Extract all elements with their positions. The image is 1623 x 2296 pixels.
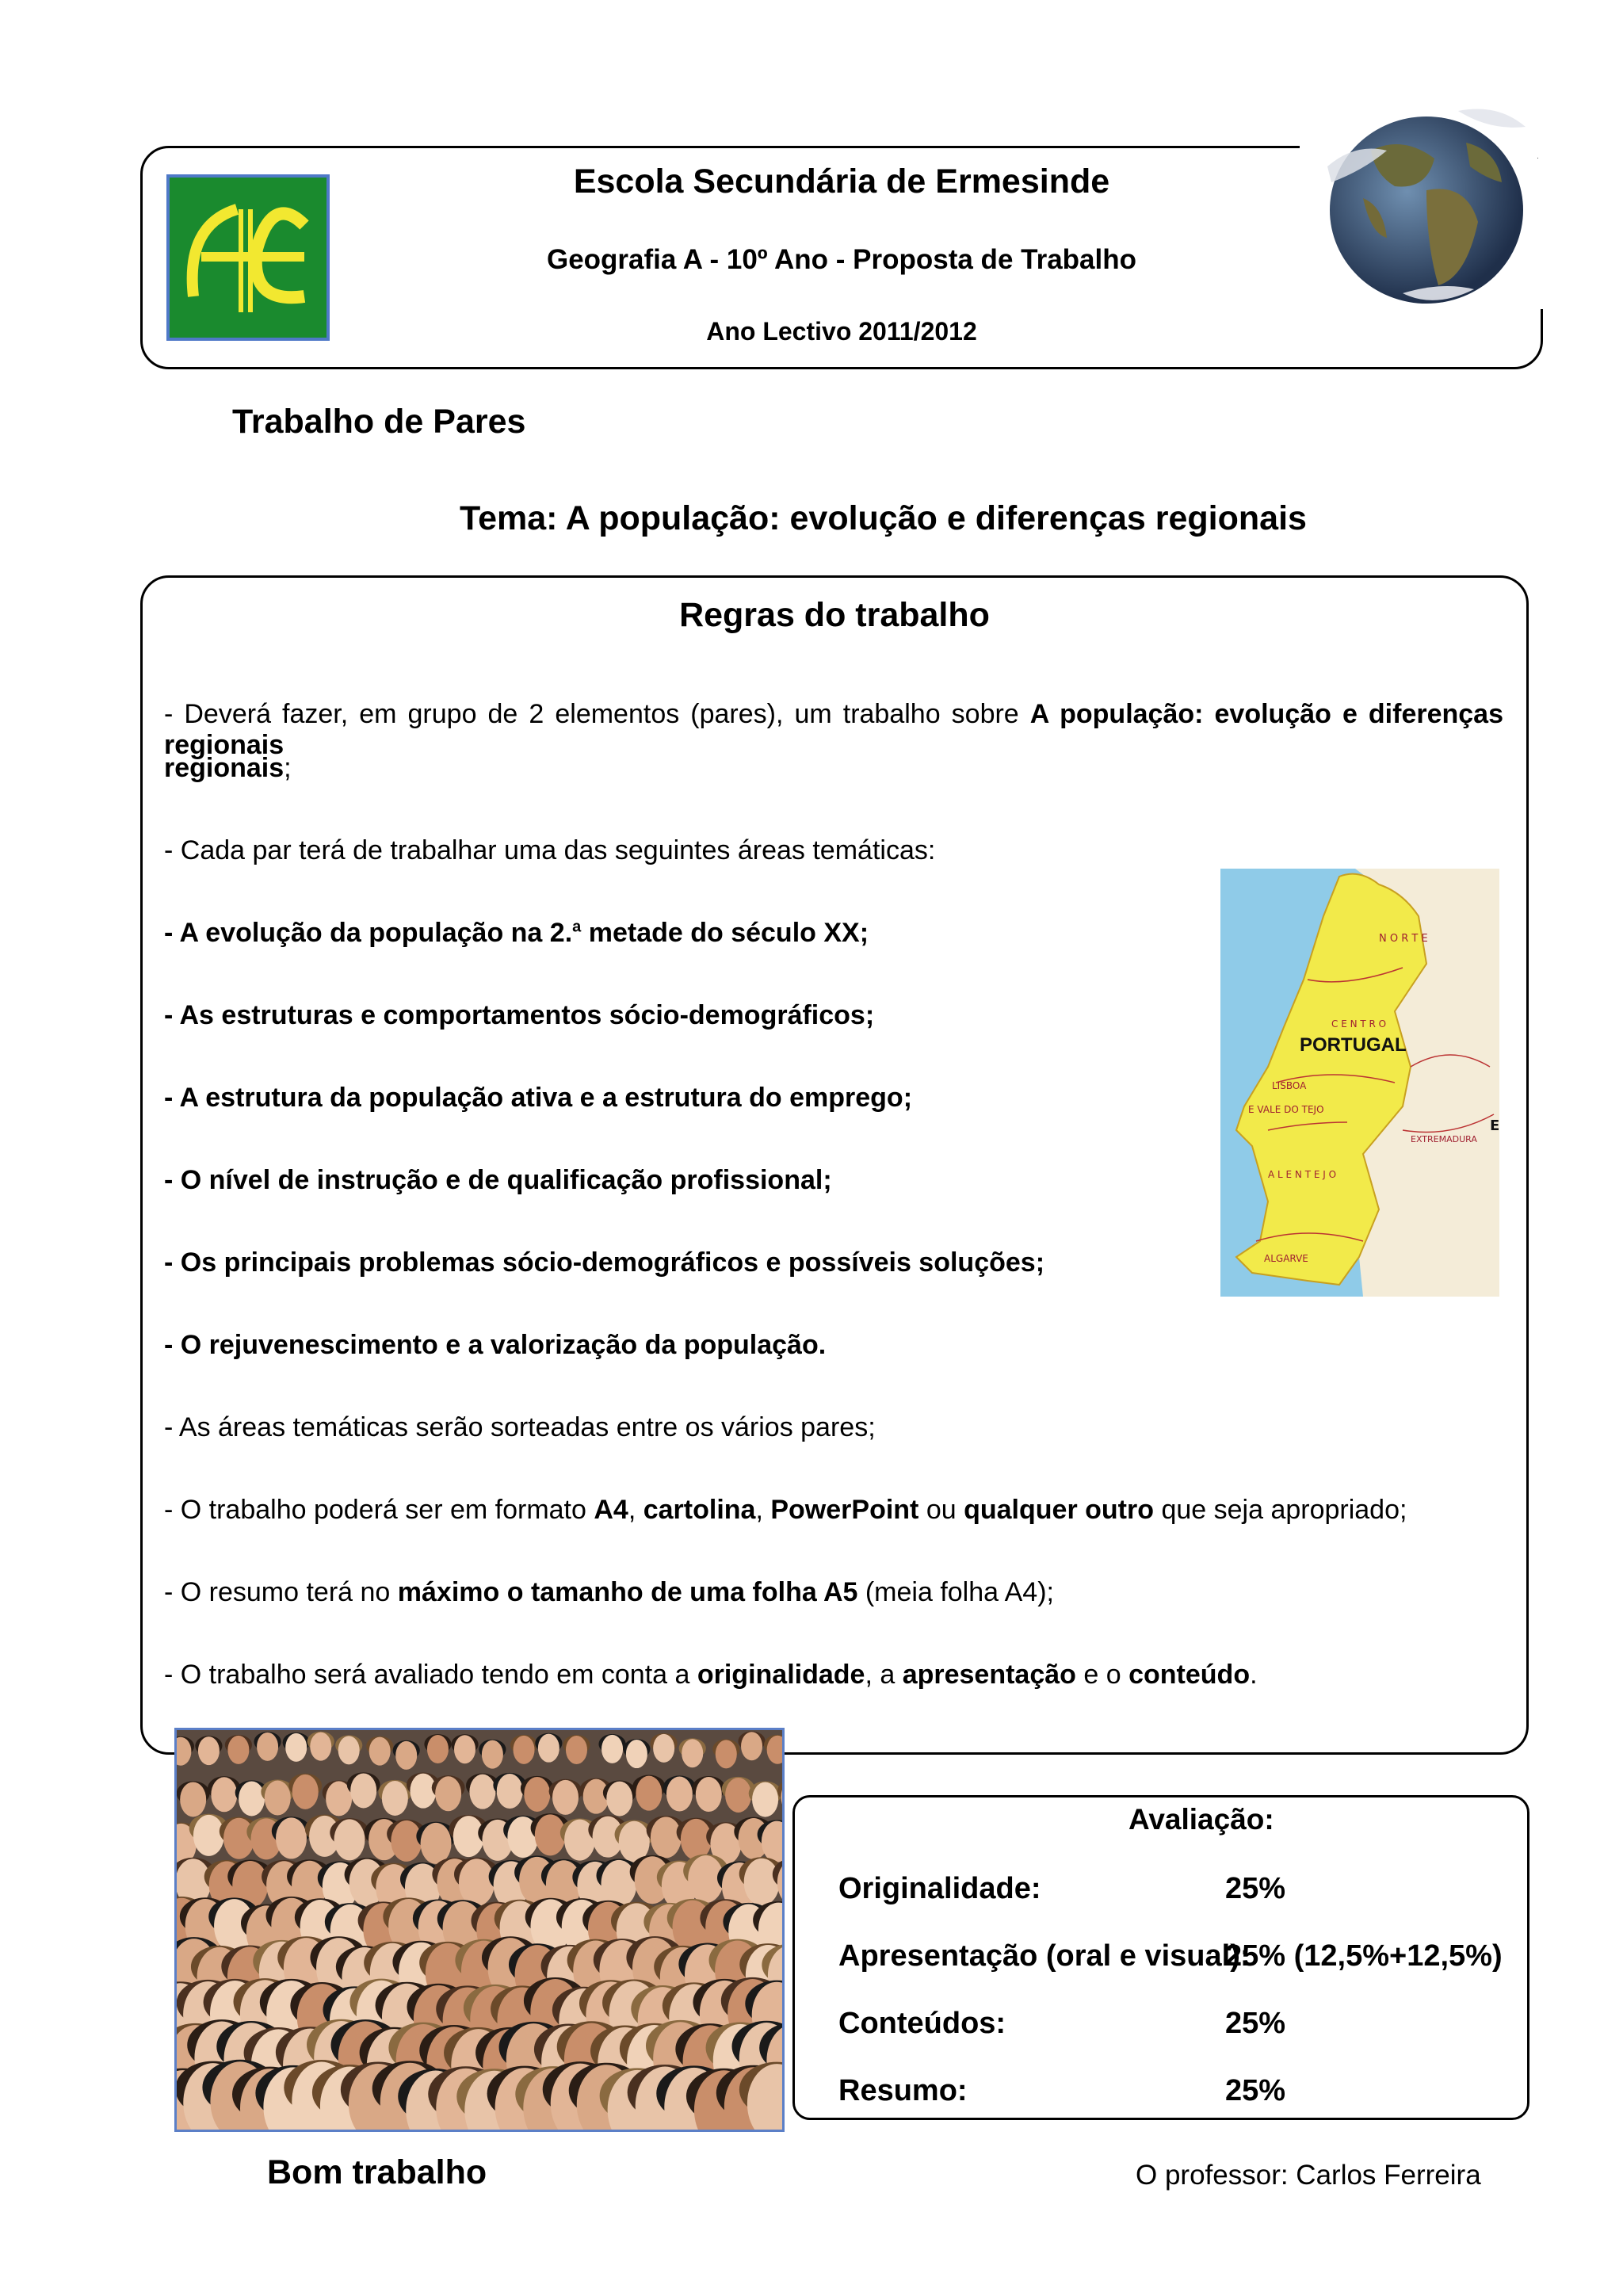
- format-sep: ou: [918, 1495, 964, 1525]
- crowd-face: [285, 1733, 307, 1762]
- rule-summary-text: - O resumo terá no: [164, 1577, 398, 1607]
- eval-row-value: 25%: [1225, 2007, 1286, 2040]
- crowd-face: [601, 1735, 623, 1763]
- area-5: [164, 1247, 1044, 1278]
- rule-intro-text: - Deverá fazer, em grupo de 2 elementos (pares), um trabalho sobre: [164, 699, 1019, 729]
- eval-row-value: 25%: [1225, 1872, 1286, 1905]
- format-end: que seja apropriado;: [1154, 1495, 1407, 1525]
- crowd-face: [198, 1736, 220, 1765]
- area-1-superscript: a: [572, 918, 582, 936]
- crowd-face: [427, 1735, 449, 1763]
- rule-intro-continued: regionais;: [164, 753, 292, 783]
- map-region-label: EXTREMADURA: [1411, 1134, 1477, 1144]
- school-name: Escola Secundária de Ermesinde: [573, 162, 1110, 201]
- area-4: [164, 1165, 832, 1196]
- crowd-face: [696, 1777, 722, 1812]
- crowd-face: [391, 1820, 422, 1862]
- map-region-label: A L E N T E J O: [1268, 1169, 1337, 1180]
- eval-sep: e o: [1075, 1660, 1129, 1690]
- eval-sep: , a: [865, 1660, 903, 1690]
- map-country-label: PORTUGAL: [1300, 1034, 1407, 1056]
- crowd-face: [459, 1859, 495, 1906]
- rule-evaluation-text: - O trabalho será avaliado tendo em conta a: [164, 1660, 697, 1690]
- crowd-face: [741, 1732, 762, 1760]
- area-2: [164, 1000, 874, 1031]
- map-region-label: C E N T R O: [1331, 1018, 1387, 1030]
- crowd-face: [636, 1776, 662, 1811]
- rule-areas-intro: - Cada par terá de trabalhar uma das seguintes áreas temáticas:: [164, 835, 936, 865]
- rule-summary-end: (meia folha A4);: [857, 1577, 1054, 1607]
- area-5-text: - Os principais problemas sócio-demográficos e possíveis soluções;: [164, 1247, 1045, 1278]
- eval-content: conteúdo: [1128, 1660, 1251, 1690]
- crowd-face: [435, 1776, 461, 1811]
- crowd-face: [538, 1734, 559, 1763]
- eval-originality: originalidade: [697, 1660, 865, 1690]
- teacher-signature: O professor: Carlos Ferreira: [1136, 2160, 1481, 2191]
- eval-row-value: 25% (12,5%+12,5%): [1225, 1939, 1503, 1973]
- format-other: qualquer outro: [964, 1495, 1154, 1525]
- eval-row-label: Apresentação (oral e visual):: [838, 1939, 1251, 1973]
- map-region-label: LISBOA: [1272, 1080, 1307, 1091]
- area-1-text-end: metade do século XX;: [581, 918, 869, 948]
- crowd-face: [292, 1775, 319, 1809]
- crowd-face: [193, 1815, 224, 1856]
- crowd-face: [497, 1774, 523, 1809]
- work-type: Trabalho de Pares: [232, 403, 526, 441]
- rules-title: Regras do trabalho: [679, 596, 990, 634]
- evaluation-title: Avaliação:: [1128, 1803, 1274, 1836]
- crowd-face: [180, 1782, 206, 1817]
- crowd-face: [369, 1737, 391, 1766]
- crowd-face: [725, 1778, 751, 1813]
- rule-format-text: - O trabalho poderá ser em formato: [164, 1495, 594, 1525]
- crowd-face: [566, 1736, 587, 1764]
- eval-row-value: 25%: [1225, 2074, 1286, 2107]
- crowd-face: [257, 1733, 278, 1761]
- map-region-label: ALGARVE: [1264, 1253, 1308, 1264]
- area-6-text: - O rejuvenescimento e a valorização da população.: [164, 1330, 827, 1360]
- rule-intro-bold: A população: evolução e diferenças regionais: [164, 699, 1503, 760]
- crowd-photo: [174, 1728, 785, 2132]
- crowd-face: [421, 1823, 452, 1864]
- map-region-label: E: [1490, 1117, 1499, 1134]
- crowd-face: [666, 1777, 693, 1812]
- crowd-face: [310, 1733, 331, 1761]
- eval-row-label: Conteúdos:: [838, 2007, 1006, 2040]
- crowd-face: [606, 1782, 632, 1817]
- rule-format: [164, 1495, 1407, 1526]
- format-cartolina: cartolina: [643, 1495, 756, 1525]
- area-3-text: - A estrutura da população ativa e a estrutura do emprego;: [164, 1083, 913, 1113]
- map-region-label: E VALE DO TEJO: [1248, 1104, 1324, 1115]
- crowd-face: [350, 1773, 376, 1808]
- format-sep: ,: [755, 1495, 771, 1525]
- map-region-label: N O R T E: [1379, 933, 1428, 945]
- crowd-face: [382, 1781, 408, 1816]
- theme-title: Tema: A população: evolução e diferenças regionais: [460, 499, 1307, 537]
- crowd-face: [626, 1740, 647, 1768]
- format-a4: A4: [594, 1495, 628, 1525]
- school-year: Ano Lectivo 2011/2012: [706, 317, 977, 346]
- crowd-face: [514, 1736, 535, 1764]
- rule-summary: [164, 1577, 1054, 1608]
- subject-line: Geografia A - 10º Ano - Proposta de Trabalho: [546, 244, 1136, 275]
- crowd-face: [752, 1782, 778, 1817]
- rule-evaluation: [164, 1660, 1258, 1690]
- crowd-face: [276, 1817, 307, 1859]
- closing-text: Bom trabalho: [267, 2153, 487, 2191]
- crowd-face: [482, 1740, 503, 1769]
- format-sep: ,: [628, 1495, 643, 1525]
- portugal-map: [1220, 869, 1499, 1297]
- eval-end: .: [1250, 1660, 1258, 1690]
- crowd-face: [239, 1781, 265, 1816]
- crowd-face: [265, 1781, 291, 1816]
- rule-intro: [164, 699, 1503, 761]
- area-6: [164, 1330, 826, 1361]
- area-1: [164, 918, 869, 949]
- format-powerpoint: PowerPoint: [770, 1495, 919, 1525]
- crowd-face: [395, 1741, 417, 1770]
- eval-presentation: apresentação: [902, 1660, 1076, 1690]
- crowd-face: [744, 1859, 780, 1906]
- crowd-face: [653, 1734, 674, 1763]
- crowd-face: [524, 1777, 550, 1812]
- crowd-face: [338, 1736, 360, 1764]
- crowd-face: [651, 1817, 682, 1858]
- crowd-face: [552, 1780, 579, 1815]
- crowd-face: [469, 1775, 495, 1809]
- crowd-face: [716, 1740, 737, 1768]
- crowd-face: [454, 1735, 475, 1763]
- area-3: [164, 1083, 912, 1114]
- globe-image: [1308, 95, 1545, 317]
- rule-summary-bold: máximo o tamanho de uma folha A5: [397, 1577, 858, 1607]
- crowd-face: [334, 1819, 365, 1860]
- rule-intro-suffix: ;: [284, 753, 292, 783]
- rule-draw: - As áreas temáticas serão sorteadas entre os vários pares;: [164, 1412, 876, 1442]
- area-4-text: - O nível de instrução e de qualificação profissional;: [164, 1165, 832, 1195]
- area-2-text: - As estruturas e comportamentos sócio-demográficos;: [164, 1000, 875, 1030]
- crowd-face: [227, 1736, 249, 1764]
- area-1-text: - A evolução da população na 2.: [164, 918, 573, 948]
- eval-row-label: Resumo:: [838, 2074, 968, 2107]
- eval-row-label: Originalidade:: [838, 1872, 1041, 1905]
- crowd-face: [211, 1777, 237, 1812]
- crowd-face: [682, 1739, 703, 1767]
